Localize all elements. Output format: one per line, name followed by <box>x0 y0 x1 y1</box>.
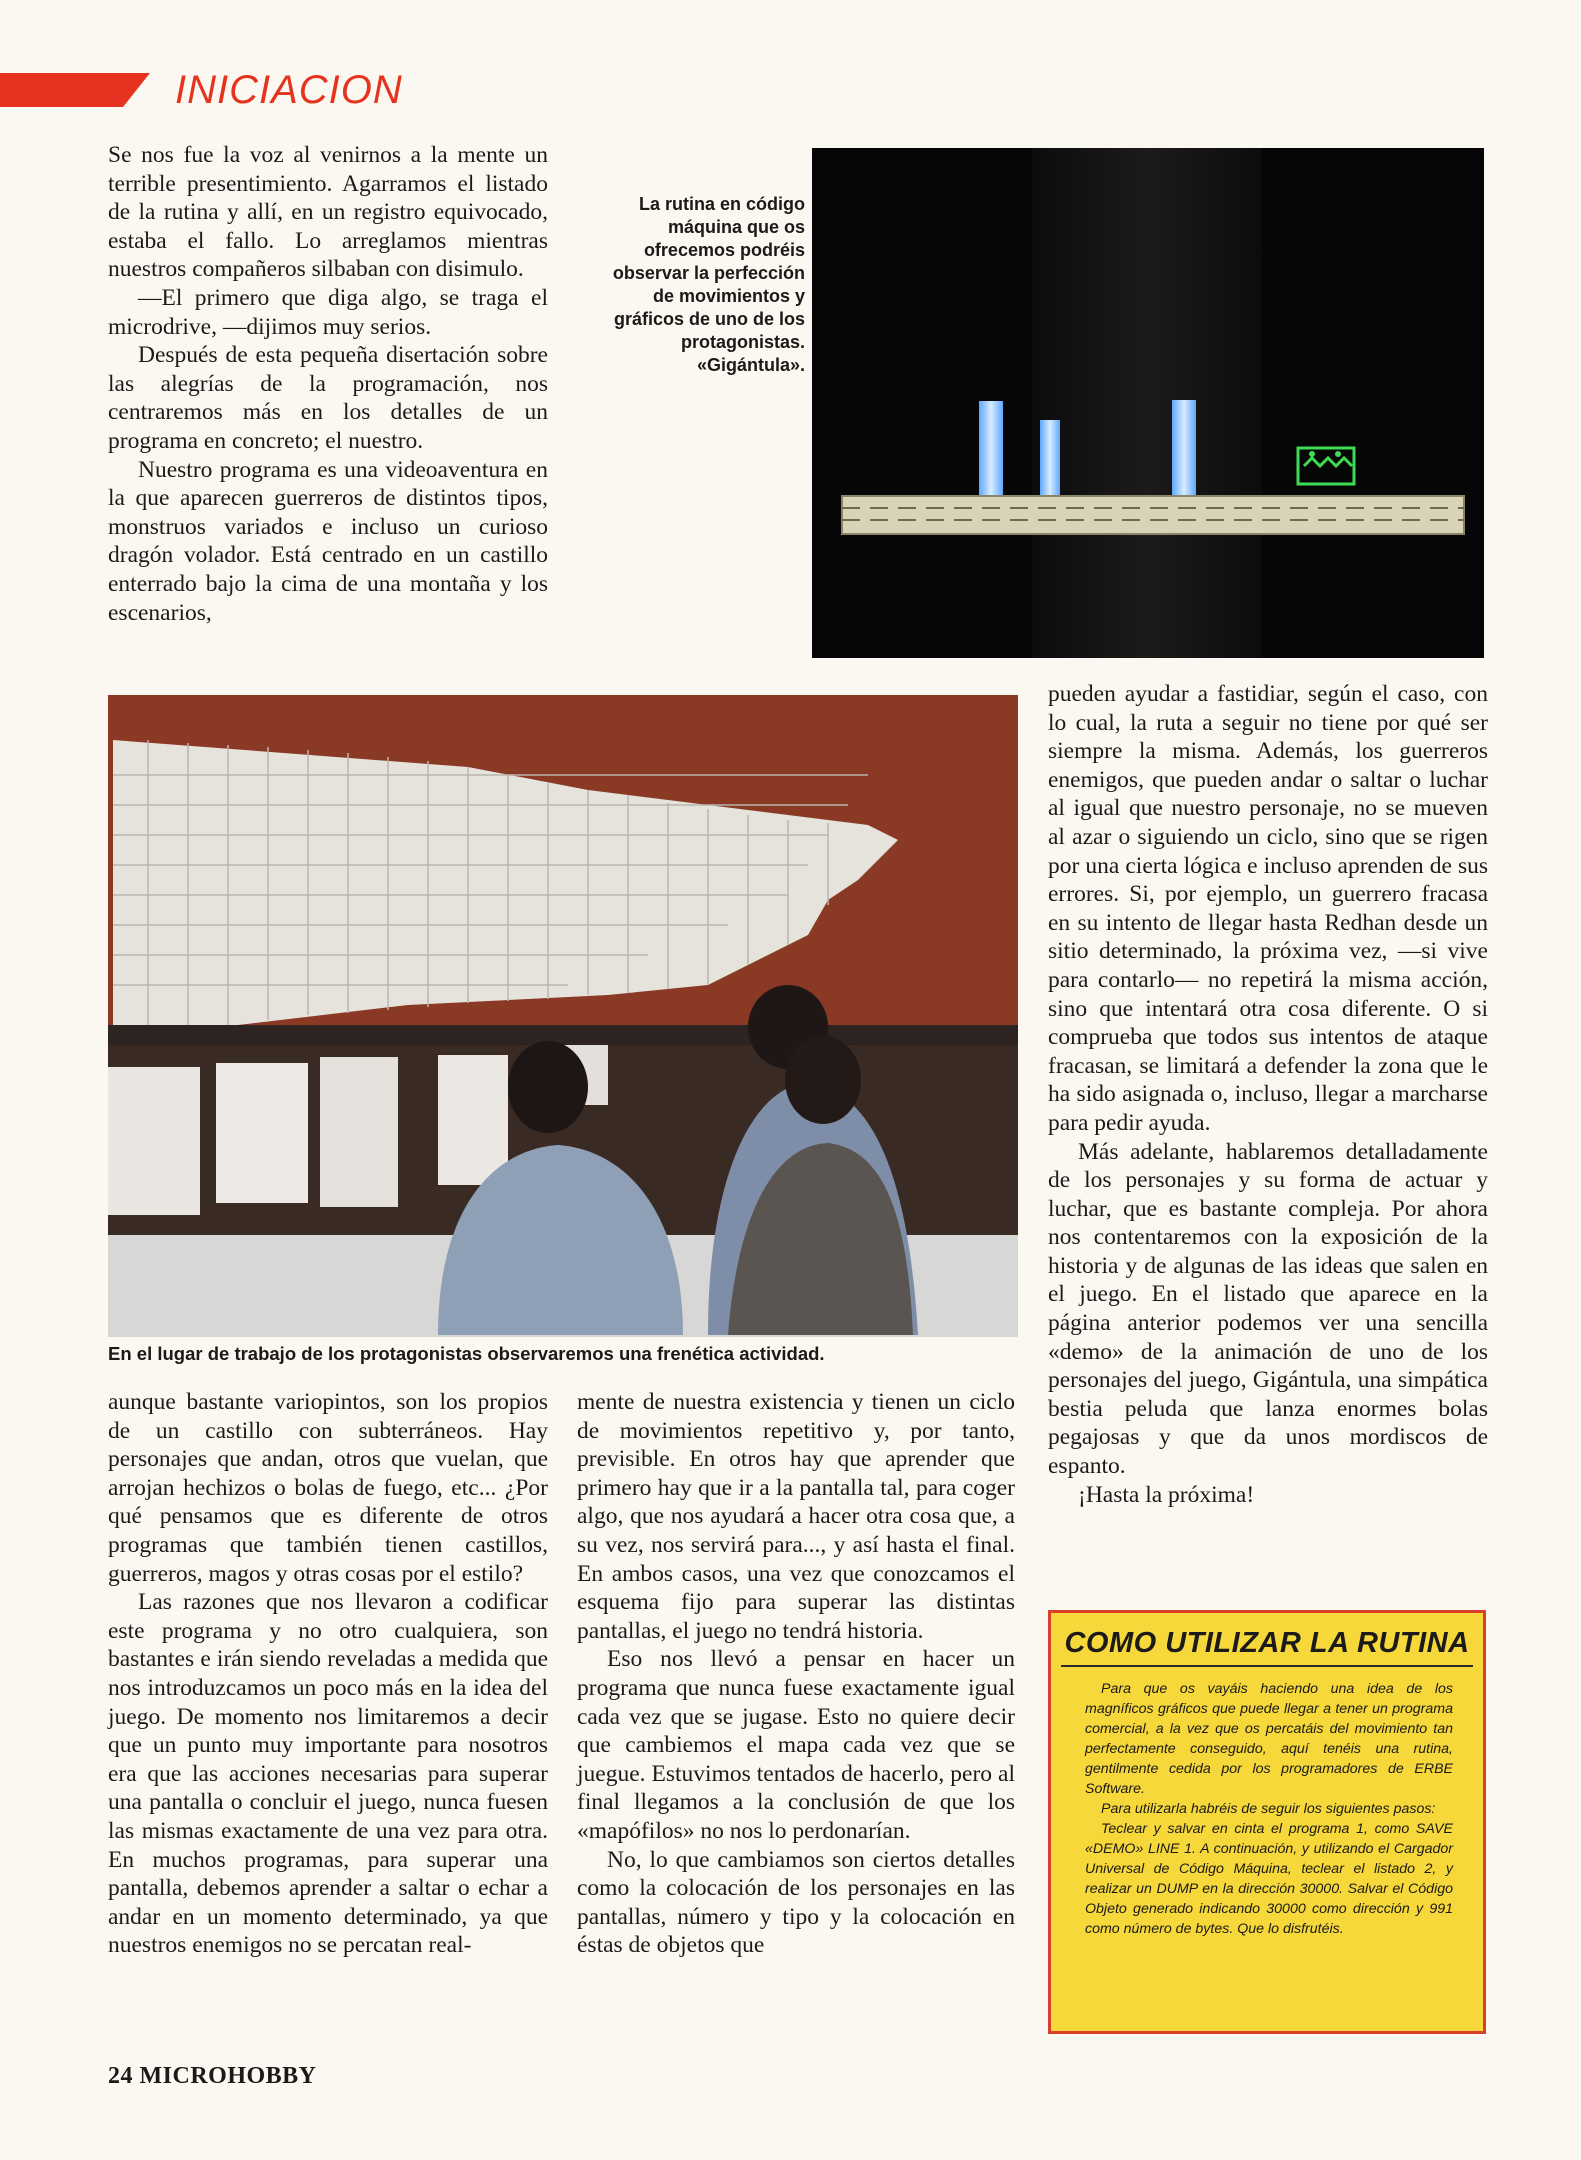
section-red-bar <box>0 73 150 107</box>
paragraph: mente de nuestra existencia y tienen un ciclo de movimientos repetitivo y, por tanto, previsible. En otros hay que aprender que primero hay que ir a la pantalla tal, para coger algo, que nos ayudará a hacer otra cosa que, a su vez, nos servirá para..., y así hasta el final. En ambos casos, una vez que conozcamos el esquema fijo para superar las distintas pantallas, el juego no tendrá historia. <box>577 1389 1015 1644</box>
paragraph: Se nos fue la voz al venirnos a la mente un terrible presentimiento. Agarramos el listado de la rutina y allí, en un registro equivocado, estaba el fallo. Lo arreglamos mientras nuestros compañeros silbaban con disimulo. <box>108 142 548 283</box>
article-column-middle <box>577 1388 1015 1960</box>
paragraph: pueden ayudar a fastidiar, según el caso, con lo cual, la ruta a seguir no tiene por qué ser siempre la misma. Además, los guerreros enemigos, que pueden andar o saltar o luchar al igual que nuestro personaje, no se mueven al azar o siguiendo un ciclo, sino que se rigen por una cierta lógica e incluso aprenden de sus errores. Si, por ejemplo, un guerrero fracasa en su intento de llegar hasta Redhan desde un sitio determinado, la próxima vez, —si vive para contarlo— no repetirá la misma acción, sino que intentará otra cosa diferente. O si comprueba que todos sus intentos de ataque fracasan, se limitará a defender la zona que le ha sido asignada o, incluso, llegar a marcharse para pedir ayuda. <box>1048 681 1488 1136</box>
howto-box <box>1048 1610 1486 2034</box>
office-photo <box>108 695 1018 1337</box>
paragraph: —El primero que diga algo, se traga el microdrive, —dijimos muy serios. <box>108 284 548 340</box>
article-column-top <box>108 141 548 627</box>
howto-paragraph: Para que os vayáis haciendo una idea de los magníficos gráficos que puede llegar a tener un programa comercial, a la vez que os percatáis del movimiento tan perfectamente conseguido, aquí tenéis una rutina, gentilmente cedida por los programadores de ERBE Software. <box>1085 1681 1453 1797</box>
paragraph: aunque bastante variopintos, son los propios de un castillo con subterráneos. Hay personajes que andan, otros que vuelan, que arrojan hechizos o bolas de fuego, etc... ¿Por qué pensamos que es diferente de otros programas que también tienen castillos, guerreros, magos y otras cosas por el estilo? <box>108 1389 548 1587</box>
howto-paragraph: Para utilizarla habréis de seguir los siguientes pasos: <box>1101 1801 1436 1817</box>
howto-body <box>1085 1679 1453 1939</box>
pillar <box>1172 400 1196 496</box>
game-screenshot-caption: La rutina en código máquina que os ofrecemos podréis observar la perfección de movimientos y gráficos de uno de los protagonistas. «Gigántula». <box>612 194 805 375</box>
paragraph: Nuestro programa es una videoaventura en la que aparecen guerreros de distintos tipos, monstruos variados e incluso un curioso dragón volador. Está centrado en un castillo enterrado bajo la cima de una montaña y los escenarios, <box>108 456 548 626</box>
paragraph: Más adelante, hablaremos detalladamente de los personajes y su forma de actuar y luchar, que es bastante compleja. Por ahora nos contentaremos con la exposición de la historia y de algunas de las ideas que salen en el juego. En el listado que aparece en la página anterior podemos ver una sencilla «demo» de la animación de uno de los personajes del juego, Gigántula, una simpática bestia peluda que lanza enormes bolas pegajosas y que da unos mordiscos de espanto. <box>1048 1138 1488 1480</box>
paragraph: Después de esta pequeña disertación sobre las alegrías de la programación, nos centraremos más en los detalles de un programa en concreto; el nuestro. <box>108 342 548 454</box>
game-scene-graphic <box>812 148 1484 658</box>
section-title: INICIACION <box>175 68 403 112</box>
office-photo-caption: En el lugar de trabajo de los protagonistas observaremos una frenética actividad. <box>108 1343 825 1364</box>
game-screenshot <box>812 148 1484 658</box>
paragraph: No, lo que cambiamos son ciertos detalles como la colocación de los personajes en las pantallas, número y tipo y la colocación en éstas de objetos que <box>577 1846 1015 1959</box>
pillar <box>979 401 1003 496</box>
howto-paragraph: Teclear y salvar en cinta el programa 1, como SAVE «DEMO» LINE 1. A continuación, y utilizando el Cargador Universal de Código Máquina, teclear el listado 2, y realizar un DUMP en la dirección 30000. Salvar el Código Objeto generado indicando 30000 como dirección y 991 como número de bytes. Que lo disfrutéis. <box>1085 1821 1453 1937</box>
pillar <box>1040 420 1060 496</box>
article-column-left <box>108 1388 548 1960</box>
article-column-right <box>1048 680 1488 1509</box>
page-footer: 24 MICROHOBBY <box>108 2063 317 2089</box>
stone-platform <box>842 496 1464 534</box>
office-photo-graphic <box>108 695 1018 1337</box>
paragraph: Las razones que nos llevaron a codificar este programa y no otro cualquiera, son bastantes e irán siendo reveladas a medida que nos introduzcamos un poco más en la idea del juego. De momento nos limitaremos a decir que un punto muy importante para nosotros era que las acciones necesarias para superar una pantalla o concluir el juego, nunca fuesen las mismas exactamente de una vez para otra. En muchos programas, para superar una pantalla, debemos aprender a saltar o echar a andar en un momento determinado, ya que nuestros enemigos no se percatan real- <box>108 1589 548 1959</box>
gigantula-sprite <box>1298 448 1354 484</box>
howto-title: COMO UTILIZAR LA RUTINA <box>1061 1627 1473 1667</box>
closing-line: ¡Hasta la próxima! <box>1078 1481 1255 1508</box>
paragraph: Eso nos llevó a pensar en hacer un programa que nunca fuese exactamente igual cada vez que se jugase. Esto no quiere decir que cambiemos el mapa cada vez que se juegue. Estuvimos tentados de hacerlo, pero al final llegamos a la conclusión de que los «mapófilos» no nos lo perdonarían. <box>577 1646 1015 1844</box>
